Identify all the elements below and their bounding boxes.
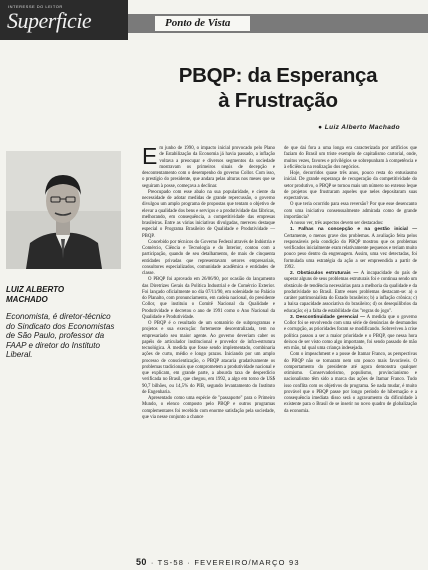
paragraph: 1. Falhas na concepção e na gestão inicial — Certamente, o menos grave dos problemas. A avaliação feita pelos responsáveis pela condição do PBQP mostrou que os problemas verificados inicialmente eram relativamente pequenos e teriam muito pouco peso dentro da engrenagem. Assim, uma vez detectadas, foi formulada uma estratégia da ação a ser empreendida a partir de 1992. xyxy=(284,227,417,270)
section-label: Ponto de Vista xyxy=(155,16,250,31)
masthead-title: Superficie xyxy=(7,8,92,33)
author-bio: Economista, é diretor-técnico do Sindicato dos Economistas de São Paulo, professor da FAAP e diretor do Instituto Liberal. xyxy=(6,312,115,360)
byline-bullet-icon: ● xyxy=(318,124,325,131)
article-column-1 xyxy=(142,143,275,421)
page-number: 50 xyxy=(136,557,147,567)
paragraph: O PBQP é o resultado de um somatório de subprogramas e projetos e sua execução: fortemente descentralizada, tem no empresariado seu maior agente. Ao governo deveriam caber os papéis de articulador institucional e provedor de infra-estrutura tecnológica. À medida que fosse sendo implementado, combinaria ações de curto, médio e longo prazos. Iniciando por um amplo processo de conscientização, o PBQP atacaria gradativamente os problemas tradicionais que comprometem a produtividade nacional e que explicam, em grande parte, a absurda taxa de desperdício verificada no Brasil, que chegou, em 1992, a algo em torno de US$ 90,7 bilhões, ou 14,5% do PIB, segundo levantamento do Instituto de Engenharia. xyxy=(142,321,275,395)
article-title-line1: PBQP: da Esperança xyxy=(178,64,378,87)
drop-cap: E xyxy=(142,143,158,169)
author-name-line1: LUIZ ALBERTO xyxy=(6,285,65,294)
paragraph: Com o impeachment e a posse de Itamar Franco, as perspectivas do PBQP não se tornaram nem um pouco mais favoráveis. O comportamento do presidente até agora demonstra qualquer otimismo. Conservadorismo, populismo, provincianismo e nacionalismo têm sido a marca das ações de Itamar Franco. Tudo isso conflita com os objetivos do programa. Se nada mudar, é muito provável que o PBQP passe por longo período de hibernação e a consequência imediata disso será o agravamento da dificuldade à existente para o Brasil de se inserir no novo quadro de globalização da economia. xyxy=(284,352,417,414)
issue-info: · TS-58 · FEVEREIRO/MARÇO 93 xyxy=(150,558,300,567)
author-name xyxy=(6,285,121,305)
paragraph: Preocupado com esse abalo na sua popularidade, e ciente da necessidade de adotar medidas de grande repercussão, o governo divulgou um amplo programa de propostas que tentam o objetivo de elevar a qualidade dos bens e serviços e a produtividade das fábricas, melhorando, em consequência, a competitividade das empresas brasileiras. Entre as várias iniciativas divulgadas, mereceu destaque especial o Programa Brasileiro de Qualidade e Produtividade — PBQP. xyxy=(142,189,275,239)
numbered-lead: 2. Obstáculos estruturais — xyxy=(290,271,359,276)
masthead-small-label: INTERESSE DO LEITOR xyxy=(8,4,63,9)
paragraph-text: m junho de 1990, o impacto inicial provocado pelo Plano de Estabilização da Economia já havia passado, a inflação voltava a preocupar e diversos segmentos da sociedade mostravam os primeiros sinais de decepção e descontentamento com o desempenho do governo Collor. Com isso, o prestígio do presidente, que andara pelas alturas nos meses que se seguiram à posse, começava a declinar. xyxy=(142,146,275,189)
page-footer xyxy=(136,557,420,567)
paragraph: O PBQP foi aprovado em 26/06/90, por ocasião do lançamento das Diretrizes Gerais da Política Industrial e de Comércio Exterior. Foi lançado oficialmente no dia 07/11/90, em solenidade no Palácio do Planalto, com pronunciamento, em cadeia nacional, do presidente Collor, que instituiu o Comitê Nacional da Qualidade e Produtividade e decretou o ano de 1991 como o Ano Nacional da Qualidade e Produtividade. xyxy=(142,277,275,320)
author-photo xyxy=(6,151,121,269)
paragraph: O que teria ocorrido para essa reversão? Por que esse desencanto com uma iniciativa consensualmente admirada como de grande importância? xyxy=(284,202,417,220)
paragraph: 2. Obstáculos estruturais — A incapacidade do país de superar alguns de seus problemas estruturais foi e continua sendo um obstáculo de tendência necessárias para a melhoria da qualidade e da produtividade no Brasil. Entre esses problemas destacam-se: a) o caráter patrimonialista do Estado brasileiro; b) a inflação crônica; c) a baixa capacidade associativa do brasileiro; d) os desequilíbrios da educação; e) a falta de estabilidade das "regras do jogo". xyxy=(284,271,417,314)
paragraph: A nosso ver, três aspectos devem ser destacados: xyxy=(290,221,384,226)
paragraph: de que daí fora a uma longa era caracterizada por artifícios que faziam do Brasil um triste exemplo de capitalismo cartorial, onde, muitos vezes, favores e privilégios se sobrepunham à competência e à eficiência na realização dos negócios. xyxy=(284,146,417,170)
article-title-line2: à Frustração xyxy=(218,89,338,112)
byline xyxy=(200,124,400,131)
author-name-line2: MACHADO xyxy=(6,295,48,304)
author-portrait-image xyxy=(6,151,121,269)
author-sidebar xyxy=(0,40,128,570)
article-title xyxy=(128,63,428,113)
paragraph: Hoje, decorridos quase três anos, pouco resta do entusiasmo inicial. De grande esperança de recuperação da competitividade do setor produtivo, o PBQP se tornou mais um número no extenso leque de projetos que frustraram aqueles que neles depositaram suas expectativas. xyxy=(284,171,417,201)
paragraph: Apresentado como uma espécie de "passaporte" para o Primeiro Mundo, o elenco composto pelo PBQP e outros programas complementares foi recebido com enorme satisfação pela sociedade, que via nesse conjunto a chance xyxy=(142,396,275,420)
masthead xyxy=(0,0,128,40)
paragraph: Concebido por técnicos do Governo Federal através de Indústria e Comércio, Ciência e Tecnologia e do Interior, contou com a participação, quando de seu detalhamento, de mais de cinquenta entidades privadas que representavam setores empresariais, consultores especializados, comunidade acadêmica e entidades de classe. xyxy=(142,239,275,276)
paragraph: 3. Descontinuidade gerencial — A medida que o governo Collor foi se envolvendo com uma série de denúncias de desmandos e corrupção, as prioridades foram se modificando. Sobreviveu à crise política passou a ser a maior prioridade e o PBQP, que nessa hora deixou de ser visto como algo importante, foi sendo passado de mão em mão, tal qual uma criança indesejada. xyxy=(284,314,417,351)
numbered-lead: 3. Descontinuidade gerencial — xyxy=(290,314,365,320)
paragraph xyxy=(142,143,275,190)
article-column-2 xyxy=(284,146,417,415)
numbered-lead: 1. Falhas na concepção e na gestão inicial — xyxy=(290,227,417,233)
byline-author: Luiz Alberto Machado xyxy=(324,124,400,131)
